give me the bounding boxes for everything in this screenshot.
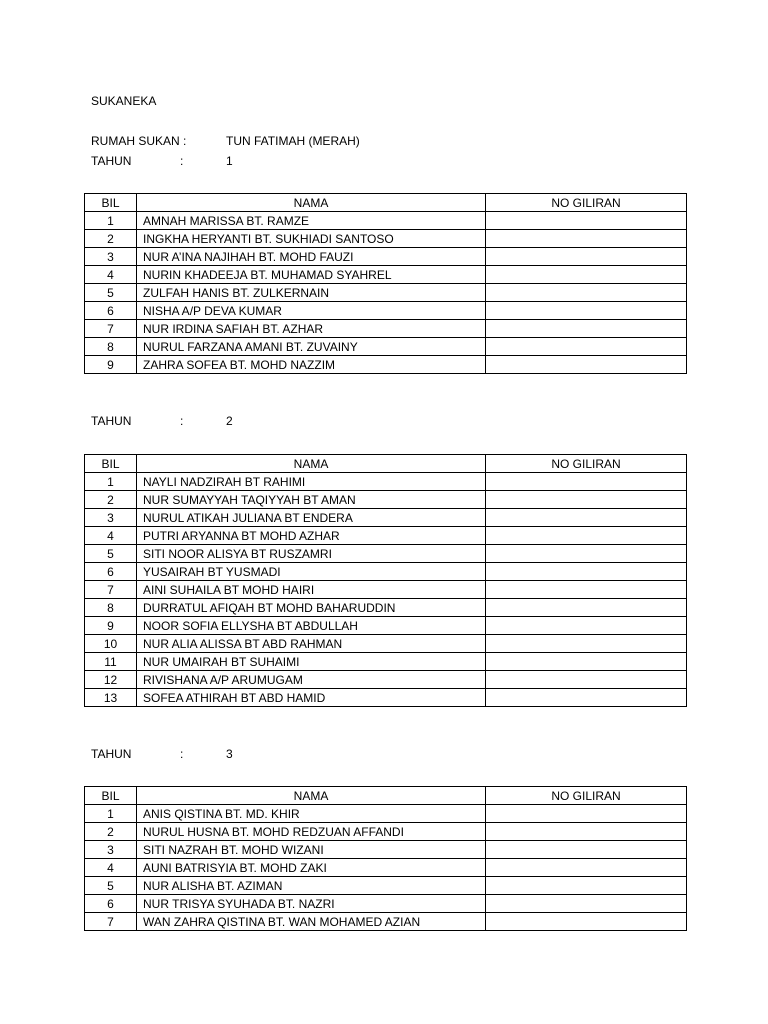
bil-cell: 2 (85, 823, 137, 841)
bil-cell: 1 (85, 805, 137, 823)
no-giliran-cell (486, 635, 687, 653)
tahun-colon: : (180, 154, 184, 168)
no-giliran-cell (486, 527, 687, 545)
bil-cell: 6 (85, 563, 137, 581)
student-table (84, 454, 687, 707)
bil-cell: 11 (85, 653, 137, 671)
nama-cell: WAN ZAHRA QISTINA BT. WAN MOHAMED AZIAN (137, 913, 486, 931)
nama-cell: NUR UMAIRAH BT SUHAIMI (137, 653, 486, 671)
table-row (85, 527, 687, 545)
table-row (85, 653, 687, 671)
no-giliran-cell (486, 841, 687, 859)
bil-cell: 8 (85, 599, 137, 617)
table-row (85, 599, 687, 617)
tahun-label: TAHUN (91, 747, 132, 761)
table-header-row (85, 787, 687, 805)
no-giliran-cell (486, 895, 687, 913)
table-row (85, 841, 687, 859)
no-giliran-cell (486, 230, 687, 248)
table-row (85, 338, 687, 356)
table-row (85, 545, 687, 563)
nama-cell: SOFEA ATHIRAH BT ABD HAMID (137, 689, 486, 707)
nama-cell: NURUL HUSNA BT. MOHD REDZUAN AFFANDI (137, 823, 486, 841)
nama-cell: NURUL FARZANA AMANI BT. ZUVAINY (137, 338, 486, 356)
tahun-colon: : (180, 747, 184, 761)
bil-cell: 8 (85, 338, 137, 356)
table-row (85, 823, 687, 841)
nama-cell: AINI SUHAILA BT MOHD HAIRI (137, 581, 486, 599)
nama-cell: NUR A’INA NAJIHAH BT. MOHD FAUZI (137, 248, 486, 266)
nama-cell: NUR ALISHA BT. AZIMAN (137, 877, 486, 895)
nama-cell: ZULFAH HANIS BT. ZULKERNAIN (137, 284, 486, 302)
no-giliran-cell (486, 266, 687, 284)
table-row (85, 320, 687, 338)
nama-cell: ANIS QISTINA BT. MD. KHIR (137, 805, 486, 823)
nama-cell: NURUL ATIKAH JULIANA BT ENDERA (137, 509, 486, 527)
table-row (85, 473, 687, 491)
student-table (84, 786, 687, 931)
no-giliran-cell (486, 563, 687, 581)
table-row (85, 859, 687, 877)
no-giliran-cell (486, 545, 687, 563)
bil-header: BIL (85, 194, 137, 212)
no-giliran-cell (486, 338, 687, 356)
bil-cell: 6 (85, 895, 137, 913)
bil-cell: 13 (85, 689, 137, 707)
nama-cell: NUR TRISYA SYUHADA BT. NAZRI (137, 895, 486, 913)
tahun-label: TAHUN (91, 154, 132, 168)
bil-cell: 3 (85, 841, 137, 859)
no-giliran-cell (486, 689, 687, 707)
no-giliran-cell (486, 491, 687, 509)
bil-cell: 6 (85, 302, 137, 320)
no-giliran-cell (486, 509, 687, 527)
table-row (85, 581, 687, 599)
no-giliran-header: NO GILIRAN (486, 455, 687, 473)
nama-cell: NUR IRDINA SAFIAH BT. AZHAR (137, 320, 486, 338)
no-giliran-header: NO GILIRAN (486, 194, 687, 212)
table-row (85, 913, 687, 931)
no-giliran-cell (486, 212, 687, 230)
table-row (85, 671, 687, 689)
nama-cell: AMNAH MARISSA BT. RAMZE (137, 212, 486, 230)
no-giliran-cell (486, 823, 687, 841)
student-table (84, 193, 687, 374)
table-row (85, 689, 687, 707)
no-giliran-cell (486, 617, 687, 635)
bil-cell: 1 (85, 212, 137, 230)
table-row (85, 509, 687, 527)
table-row (85, 491, 687, 509)
nama-header: NAMA (137, 455, 486, 473)
no-giliran-cell (486, 302, 687, 320)
table-header-row (85, 455, 687, 473)
nama-cell: PUTRI ARYANNA BT MOHD AZHAR (137, 527, 486, 545)
tahun-label: TAHUN (91, 414, 132, 428)
table-row (85, 302, 687, 320)
bil-cell: 7 (85, 581, 137, 599)
bil-cell: 7 (85, 913, 137, 931)
nama-cell: AUNI BATRISYIA BT. MOHD ZAKI (137, 859, 486, 877)
table-row (85, 230, 687, 248)
no-giliran-cell (486, 473, 687, 491)
no-giliran-cell (486, 320, 687, 338)
tahun-value: 3 (226, 747, 233, 761)
no-giliran-cell (486, 248, 687, 266)
nama-cell: DURRATUL AFIQAH BT MOHD BAHARUDDIN (137, 599, 486, 617)
bil-header: BIL (85, 455, 137, 473)
nama-cell: NOOR SOFIA ELLYSHA BT ABDULLAH (137, 617, 486, 635)
table-row (85, 563, 687, 581)
tahun-value: 1 (226, 154, 233, 168)
bil-cell: 9 (85, 617, 137, 635)
bil-cell: 9 (85, 356, 137, 374)
bil-cell: 12 (85, 671, 137, 689)
nama-cell: ZAHRA SOFEA BT. MOHD NAZZIM (137, 356, 486, 374)
no-giliran-cell (486, 671, 687, 689)
table-row (85, 212, 687, 230)
nama-header: NAMA (137, 194, 486, 212)
nama-cell: NUR SUMAYYAH TAQIYYAH BT AMAN (137, 491, 486, 509)
table-header-row (85, 194, 687, 212)
table-row (85, 248, 687, 266)
bil-cell: 1 (85, 473, 137, 491)
no-giliran-cell (486, 859, 687, 877)
no-giliran-cell (486, 284, 687, 302)
bil-cell: 4 (85, 859, 137, 877)
no-giliran-cell (486, 877, 687, 895)
no-giliran-cell (486, 599, 687, 617)
bil-cell: 2 (85, 491, 137, 509)
bil-cell: 4 (85, 527, 137, 545)
bil-cell: 10 (85, 635, 137, 653)
table-row (85, 617, 687, 635)
page-title: SUKANEKA (91, 94, 157, 108)
table-row (85, 895, 687, 913)
bil-cell: 5 (85, 877, 137, 895)
bil-cell: 5 (85, 284, 137, 302)
table-row (85, 635, 687, 653)
nama-cell: NURIN KHADEEJA BT. MUHAMAD SYAHREL (137, 266, 486, 284)
no-giliran-cell (486, 581, 687, 599)
no-giliran-header: NO GILIRAN (486, 787, 687, 805)
table-row (85, 356, 687, 374)
nama-header: NAMA (137, 787, 486, 805)
bil-cell: 4 (85, 266, 137, 284)
no-giliran-cell (486, 653, 687, 671)
tahun-colon: : (180, 414, 184, 428)
bil-cell: 7 (85, 320, 137, 338)
table-row (85, 877, 687, 895)
rumah-sukan-label: RUMAH SUKAN : (91, 134, 187, 148)
bil-header: BIL (85, 787, 137, 805)
bil-cell: 3 (85, 248, 137, 266)
nama-cell: RIVISHANA A/P ARUMUGAM (137, 671, 486, 689)
nama-cell: NISHA A/P DEVA KUMAR (137, 302, 486, 320)
bil-cell: 5 (85, 545, 137, 563)
nama-cell: SITI NAZRAH BT. MOHD WIZANI (137, 841, 486, 859)
no-giliran-cell (486, 913, 687, 931)
nama-cell: NUR ALIA ALISSA BT ABD RAHMAN (137, 635, 486, 653)
no-giliran-cell (486, 805, 687, 823)
nama-cell: INGKHA HERYANTI BT. SUKHIADI SANTOSO (137, 230, 486, 248)
table-row (85, 805, 687, 823)
no-giliran-cell (486, 356, 687, 374)
nama-cell: NAYLI NADZIRAH BT RAHIMI (137, 473, 486, 491)
nama-cell: YUSAIRAH BT YUSMADI (137, 563, 486, 581)
table-row (85, 284, 687, 302)
bil-cell: 3 (85, 509, 137, 527)
tahun-value: 2 (226, 414, 233, 428)
bil-cell: 2 (85, 230, 137, 248)
nama-cell: SITI NOOR ALISYA BT RUSZAMRI (137, 545, 486, 563)
rumah-sukan-value: TUN FATIMAH (MERAH) (226, 134, 360, 148)
table-row (85, 266, 687, 284)
